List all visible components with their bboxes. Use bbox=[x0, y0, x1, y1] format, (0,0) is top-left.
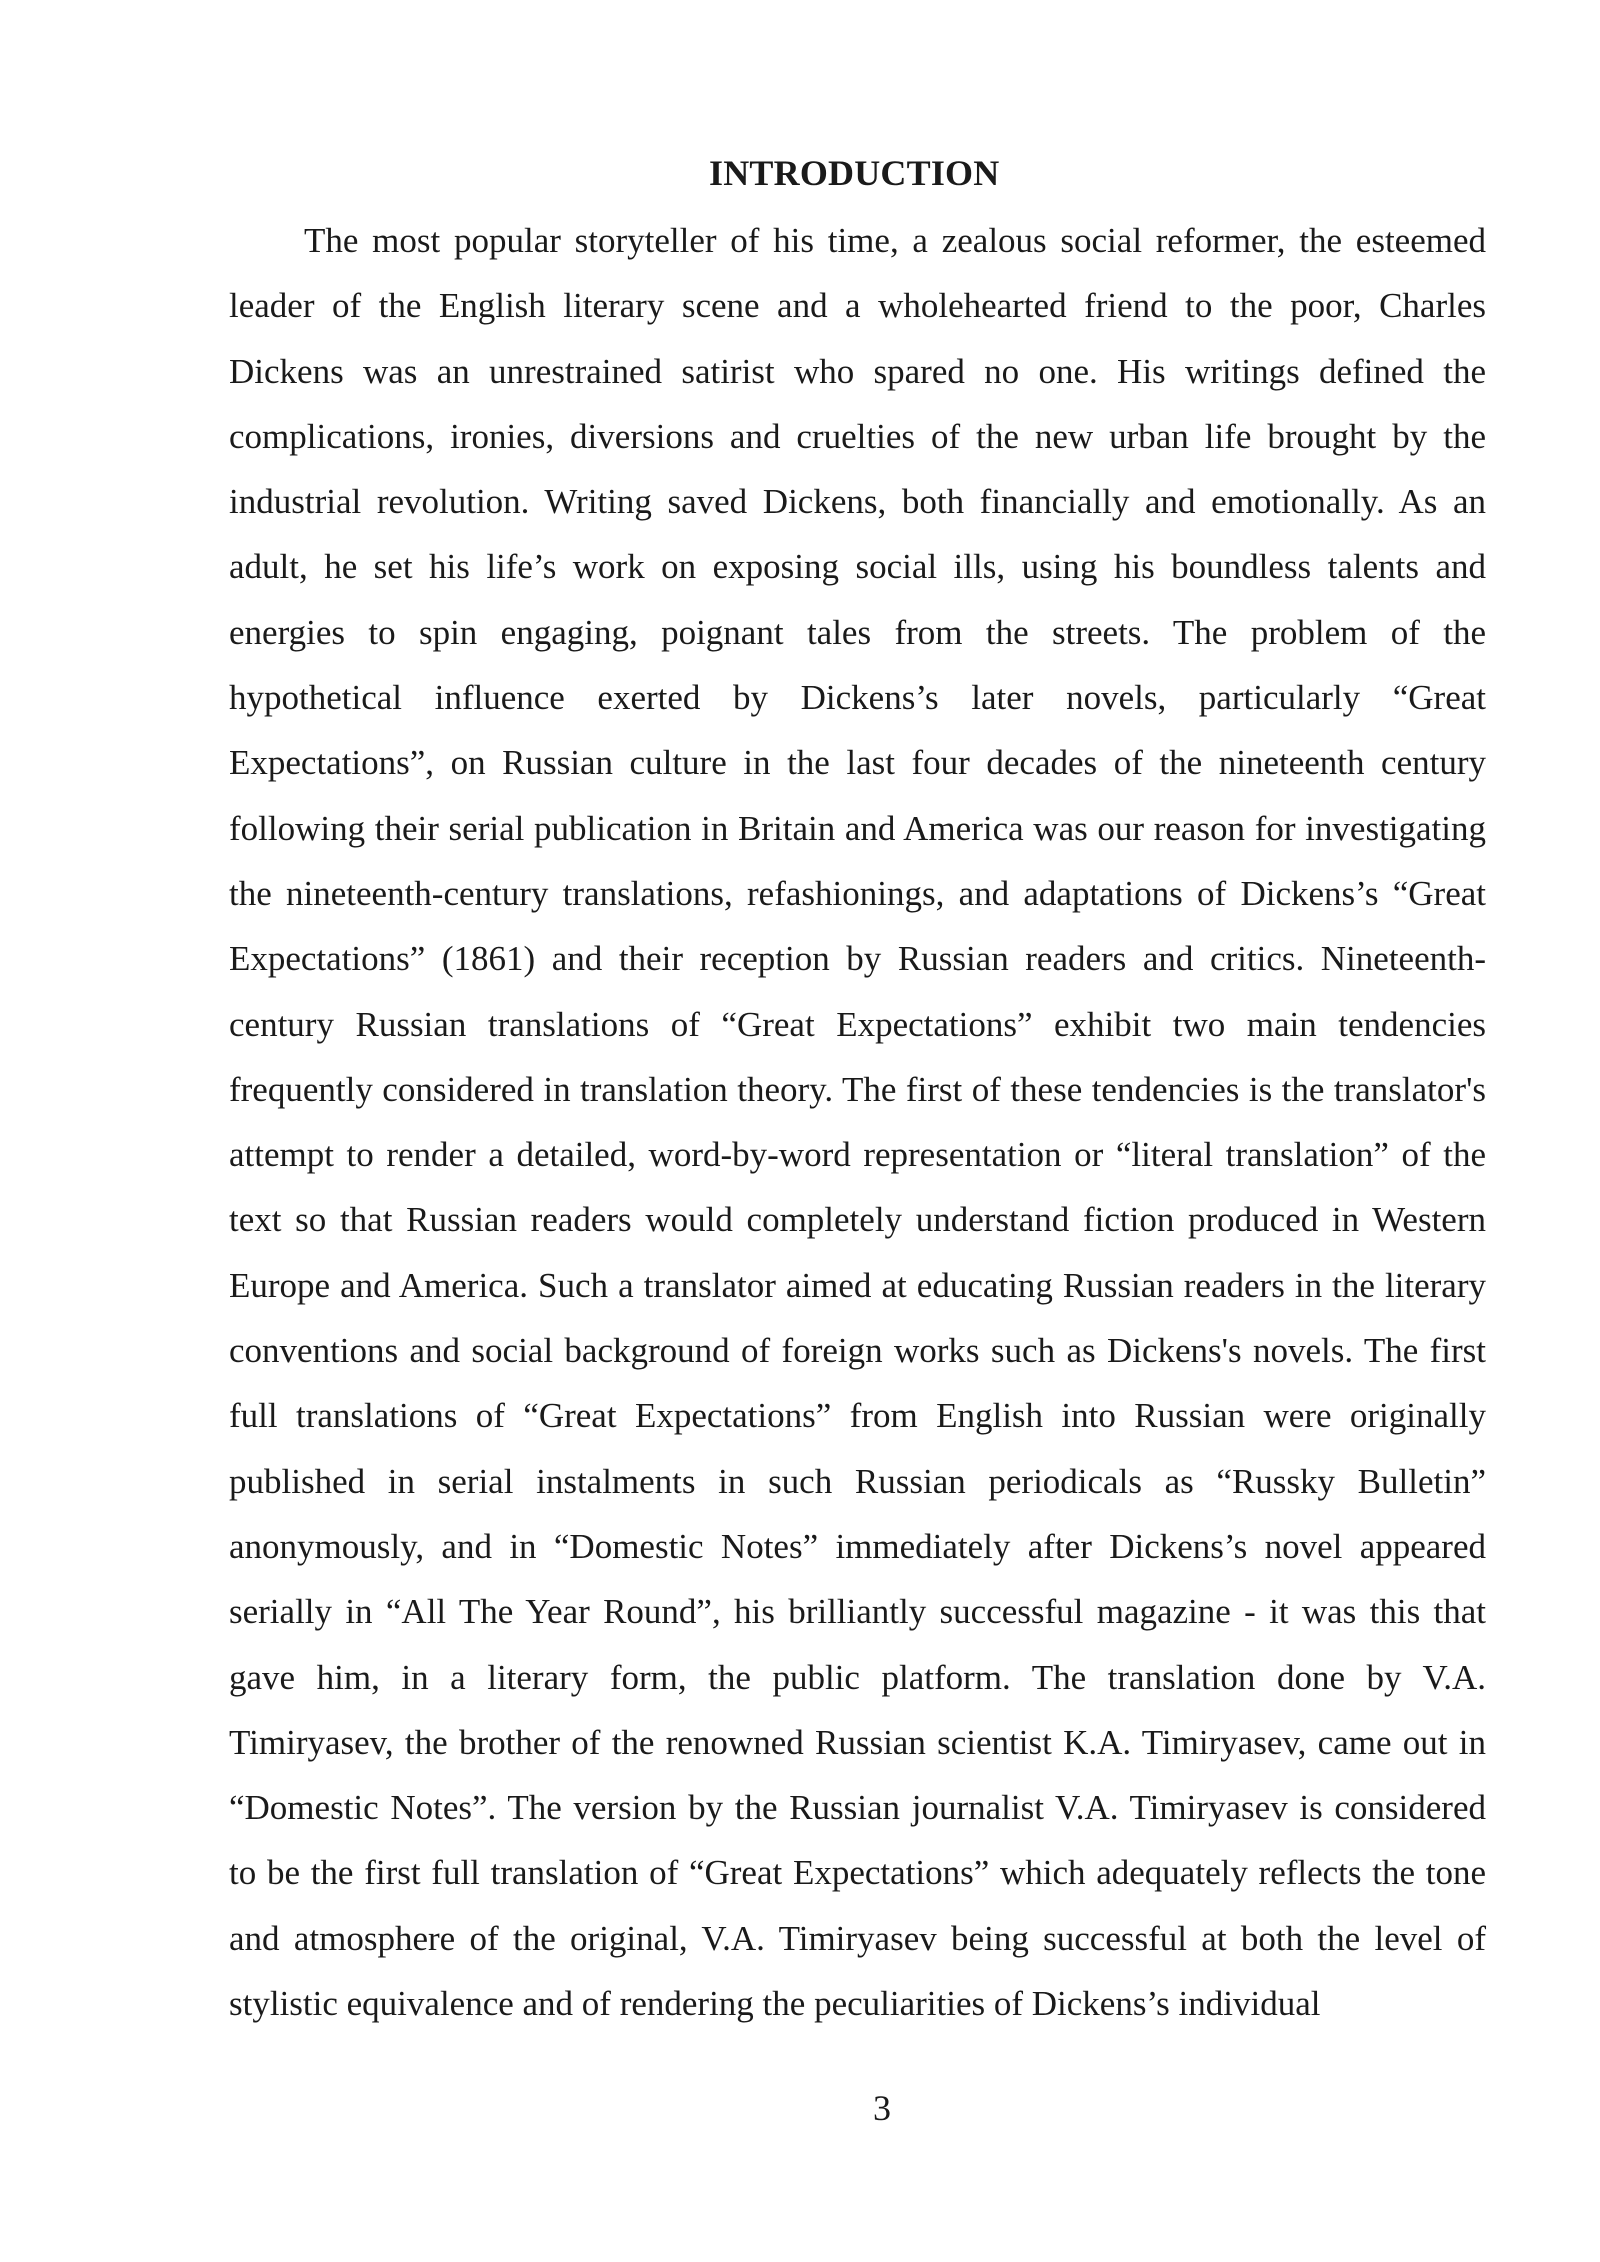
page-number bbox=[0, 2083, 1600, 2133]
body-paragraph: The most popular storyteller of his time, a zealous social reformer, the esteemed leader of the English literary scene and a wholehearted friend to the poor, Charles Dickens was an unrestrained satirist who spared no one. His writings defined the complications, ironies, diversions and cruelties of the new urban life brought by the industrial revolution. Writing saved Dickens, both financially and emotionally. As an adult, he set his life’s work on exposing social ills, using his boundless talents and energies to spin engaging, poignant tales from the streets. The problem of the hypothetical influence exerted by Dickens’s later novels, particularly “Great Expectations”, on Russian culture in the last four decades of the nineteenth century following their serial publication in Britain and America was our reason for investigating the nineteenth-century translations, refashionings, and adaptations of Dickens’s “Great Expectations” (1861) and their reception by Russian readers and critics. Nineteenth-century Russian translations of “Great Expectations” exhibit two main tendencies frequently considered in translation theory. The first of these tendencies is the translator's attempt to render a detailed, word-by-word representation or “literal translation” of the text so that Russian readers would completely understand fiction produced in Western Europe and America. Such a translator aimed at educating Russian readers in the literary conventions and social background of foreign works such as Dickens's novels. The first full translations of “Great Expectations” from English into Russian were originally published in serial instalments in such Russian periodicals as “Russky Bulletin” anonymously, and in “Domestic Notes” immediately after Dickens’s novel appeared serially in “All The Year Round”, his brilliantly successful magazine - it was this that gave him, in a literary form, the public platform. The translation done by V.A. Timiryasev, the brother of the renowned Russian scientist K.A. Timiryasev, came out in “Domestic Notes”. The version by the Russian journalist V.A. Timiryasev is considered to be the first full translation of “Great Expectations” which adequately reflects the tone and atmosphere of the original, V.A. Timiryasev being successful at both the level of stylistic equivalence and of rendering the peculiarities of Dickens’s individual bbox=[229, 221, 1486, 2024]
page-number-text: 3 bbox=[873, 2088, 891, 2128]
section-heading bbox=[0, 148, 1600, 198]
heading-text: INTRODUCTION bbox=[709, 153, 1000, 193]
